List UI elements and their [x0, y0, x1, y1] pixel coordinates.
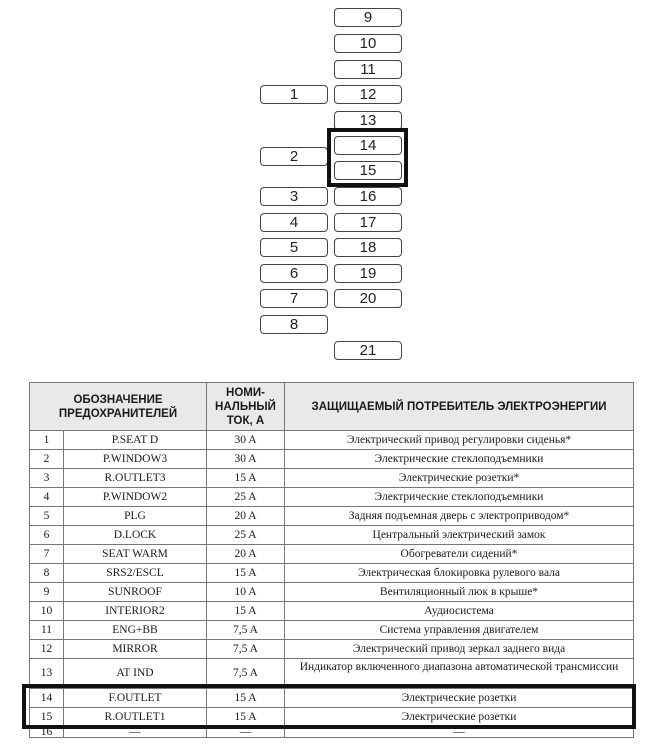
- fuse-load: Электрические стеклоподъемники: [285, 450, 634, 469]
- fuse-slot-1: 1: [260, 85, 328, 104]
- table-row: [30, 450, 634, 469]
- fuse-number: 11: [30, 621, 64, 640]
- fuse-name: F.OUTLET: [64, 689, 207, 708]
- fuse-number: 7: [30, 545, 64, 564]
- fuse-load: Система управления двигателем: [285, 621, 634, 640]
- fuse-number: 16: [30, 727, 64, 738]
- fuse-load: Индикатор включенного диапазона автоматической трансмиссии: [285, 659, 634, 689]
- fuse-slot-3: 3: [260, 187, 328, 206]
- fuse-slot-2: 2: [260, 147, 328, 166]
- fuse-slot-4: 4: [260, 213, 328, 232]
- fuse-number: 8: [30, 564, 64, 583]
- fuse-current: 15 A: [207, 708, 285, 727]
- fuse-name: P.WINDOW2: [64, 488, 207, 507]
- fuse-load: Электрическая блокировка рулевого вала: [285, 564, 634, 583]
- fuse-slot-7: 7: [260, 289, 328, 308]
- fuse-number: 13: [30, 659, 64, 689]
- fuse-slot-6: 6: [260, 264, 328, 283]
- fuse-current: —: [207, 727, 285, 738]
- fuse-slot-17: 17: [334, 213, 402, 232]
- table-row: [30, 640, 634, 659]
- fuse-current: 30 A: [207, 450, 285, 469]
- fuse-load: Вентиляционный люк в крыше*: [285, 583, 634, 602]
- fuse-current: 15 A: [207, 564, 285, 583]
- fuse-load: Задняя подъемная дверь с электроприводом*: [285, 507, 634, 526]
- fuse-current: 7,5 A: [207, 621, 285, 640]
- fuse-slot-11: 11: [334, 60, 402, 79]
- fuse-number: 9: [30, 583, 64, 602]
- fuse-slot-18: 18: [334, 238, 402, 257]
- table-row: [30, 545, 634, 564]
- fuse-current: 10 A: [207, 583, 285, 602]
- fuse-name: R.OUTLET3: [64, 469, 207, 488]
- fuse-current: 15 A: [207, 469, 285, 488]
- fuse-name: SEAT WARM: [64, 545, 207, 564]
- fuse-slot-19: 19: [334, 264, 402, 283]
- fuse-number: 3: [30, 469, 64, 488]
- fuse-number: 2: [30, 450, 64, 469]
- table-row: [30, 431, 634, 450]
- fuse-slot-20: 20: [334, 289, 402, 308]
- table-row: [30, 564, 634, 583]
- fuse-box-diagram: [0, 0, 654, 370]
- fuse-slot-15: 15: [334, 161, 402, 180]
- table-row: [30, 488, 634, 507]
- fuse-number: 10: [30, 602, 64, 621]
- fuse-current: 15 A: [207, 602, 285, 621]
- fuse-number: 4: [30, 488, 64, 507]
- fuse-load: Электрический привод регулировки сиденья*: [285, 431, 634, 450]
- fuse-slot-14: 14: [334, 136, 402, 155]
- fuse-number: 14: [30, 689, 64, 708]
- table-row: [30, 507, 634, 526]
- fuse-current: 20 A: [207, 507, 285, 526]
- fuse-number: 5: [30, 507, 64, 526]
- fuse-current: 7,5 A: [207, 659, 285, 689]
- table-highlight-box: [22, 684, 636, 729]
- fuse-load: Электрические розетки: [285, 689, 634, 708]
- table-row: [30, 526, 634, 545]
- table-row: [30, 583, 634, 602]
- table-row: [30, 602, 634, 621]
- fuse-load: Электрические розетки*: [285, 469, 634, 488]
- header-load: ЗАЩИЩАЕМЫЙ ПОТРЕБИТЕЛЬ ЭЛЕКТРОЭНЕРГИИ: [285, 383, 634, 431]
- fuse-number: 1: [30, 431, 64, 450]
- fuse-name: SUNROOF: [64, 583, 207, 602]
- fuse-name: MIRROR: [64, 640, 207, 659]
- fuse-number: 12: [30, 640, 64, 659]
- diagram-highlight-box: [327, 128, 408, 187]
- fuse-slot-16: 16: [334, 187, 402, 206]
- table-row: [30, 621, 634, 640]
- header-designation: ОБОЗНАЧЕНИЕ ПРЕДОХРАНИТЕЛЕЙ: [30, 383, 207, 431]
- fuse-name: PLG: [64, 507, 207, 526]
- fuse-load: Электрические стеклоподъемники: [285, 488, 634, 507]
- fuse-current: 15 A: [207, 689, 285, 708]
- fuse-name: D.LOCK: [64, 526, 207, 545]
- fuse-load: —: [285, 727, 634, 738]
- fuse-load: Центральный электрический замок: [285, 526, 634, 545]
- table-row: [30, 469, 634, 488]
- fuse-current: 7,5 A: [207, 640, 285, 659]
- fuse-slot-21: 21: [334, 341, 402, 360]
- fuse-name: —: [64, 727, 207, 738]
- fuse-name: ENG+BB: [64, 621, 207, 640]
- fuse-number: 6: [30, 526, 64, 545]
- fuse-load: Аудиосистема: [285, 602, 634, 621]
- fuse-name: INTERIOR2: [64, 602, 207, 621]
- fuse-slot-5: 5: [260, 238, 328, 257]
- fuse-name: AT IND: [64, 659, 207, 689]
- fuse-current: 25 A: [207, 526, 285, 545]
- fuse-slot-9: 9: [334, 8, 402, 27]
- fuse-current: 30 A: [207, 431, 285, 450]
- fuse-current: 25 A: [207, 488, 285, 507]
- fuse-name: SRS2/ESCL: [64, 564, 207, 583]
- fuse-load: Электрические розетки: [285, 708, 634, 727]
- fuse-load: Электрический привод зеркал заднего вида: [285, 640, 634, 659]
- table-header-row: [30, 383, 634, 431]
- fuse-slot-8: 8: [260, 315, 328, 334]
- fuse-slot-13: 13: [334, 111, 402, 130]
- header-current: НОМИ-НАЛЬНЫЙ ТОК, А: [207, 383, 285, 431]
- fuse-name: P.SEAT D: [64, 431, 207, 450]
- fuse-current: 20 A: [207, 545, 285, 564]
- fuse-load: Обогреватели сидений*: [285, 545, 634, 564]
- fuse-name: R.OUTLET1: [64, 708, 207, 727]
- fuse-slot-10: 10: [334, 34, 402, 53]
- fuse-slot-12: 12: [334, 85, 402, 104]
- fuse-name: P.WINDOW3: [64, 450, 207, 469]
- fuse-number: 15: [30, 708, 64, 727]
